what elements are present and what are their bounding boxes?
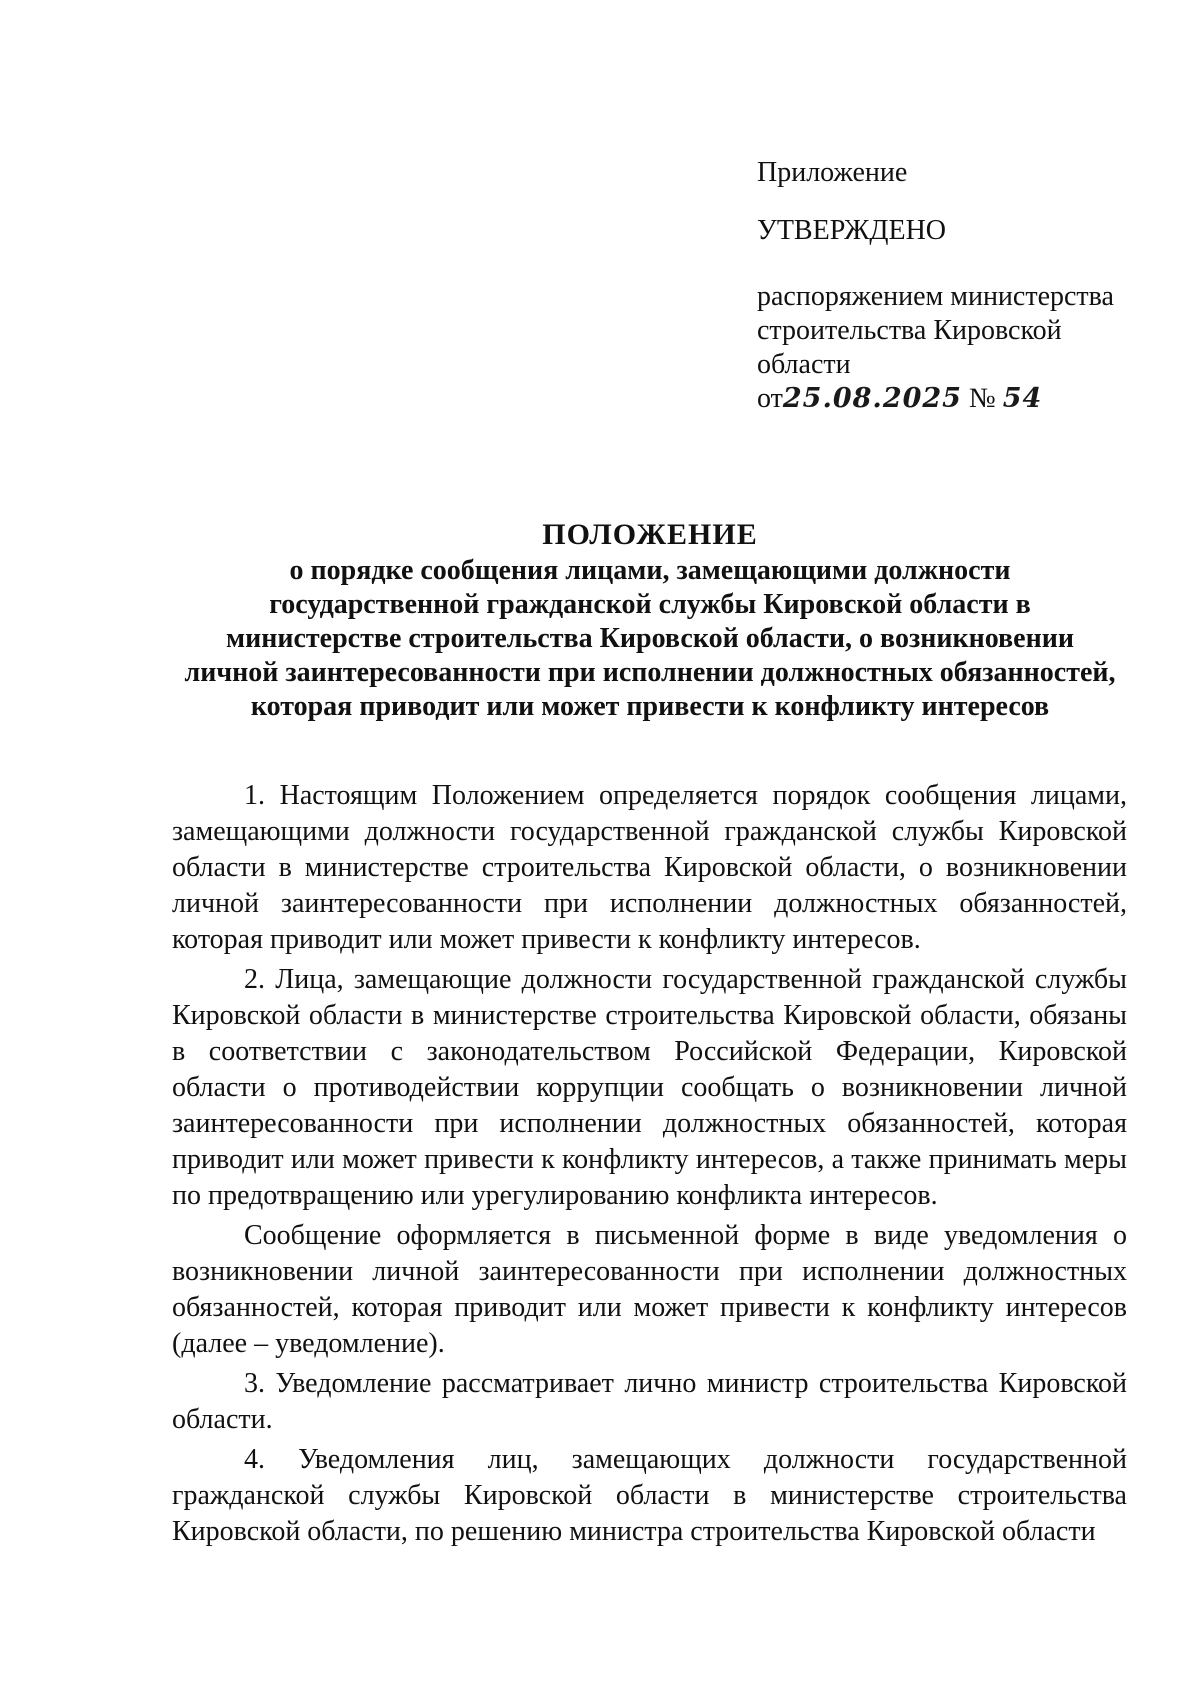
approved-stamp-label: УТВЕРЖДЕНО: [757, 215, 947, 246]
approval-order-line-1: распоряжением министерства: [757, 281, 1114, 312]
document-subtitle-line-1: о порядке сообщения лицами, замещающими должности: [289, 555, 1011, 586]
paragraph-3: 3. Уведомление рассматривает лично министр строительства Кировской области.: [172, 1368, 1127, 1435]
paragraph-2: 2. Лица, замещающие должности государственной гражданской службы Кировской области в министерстве строительства Кировской области, обязаны в соответствии с законодательством Российской Федерации, Кировской области о противодействии коррупции сообщать о возникновении личной заинтересованности при исполнении должностных обязанностей, которая приводит или может привести к конфликту интересов, а также принимать меры по предотвращению или урегулированию конфликта интересов.: [172, 964, 1127, 1211]
document-subtitle-line-5: которая приводит или может привести к конфликту интересов: [250, 691, 1050, 722]
document-subtitle-line-4: личной заинтересованности при исполнении должностных обязанностей,: [184, 657, 1116, 688]
approval-date-line: [757, 382, 1157, 416]
date-prefix: от: [757, 383, 783, 414]
handwritten-date: 25.08.2025: [782, 383, 962, 414]
document-body: [172, 778, 1127, 1554]
paragraph-1: 1. Настоящим Положением определяется порядок сообщения лицами, замещающими должности государственной гражданской службы Кировской области в министерстве строительства Кировской области, о возникновении личной заинтересованности при исполнении должностных обязанностей, которая приводит или может привести к конфликту интересов.: [172, 780, 1127, 955]
approval-block: [757, 156, 1157, 416]
document-subtitle-line-3: министерстве строительства Кировской области, о возникновении: [226, 623, 1074, 654]
paragraph-4: 4. Уведомления лиц, замещающих должности государственной гражданской службы Кировской области в министерстве строительства Кировской области, по решению министра строительства Кировской области: [172, 1444, 1127, 1547]
paragraph-2-continuation: Сообщение оформляется в письменной форме в виде уведомления о возникновении личной заинтересованности при исполнении должностных обязанностей, которая приводит или может привести к конфликту интересов (далее – уведомление).: [172, 1220, 1127, 1359]
appendix-label: Приложение: [757, 157, 908, 188]
number-sign: №: [968, 383, 996, 414]
document-title: ПОЛОЖЕНИЕ: [542, 518, 758, 551]
handwritten-number: 54: [1002, 383, 1043, 414]
approval-order-line-3: области: [757, 349, 851, 380]
document-title-block: [150, 516, 1150, 724]
document-subtitle-line-2: государственной гражданской службы Кировской области в: [269, 589, 1031, 620]
approval-order-line-2: строительства Кировской: [757, 315, 1062, 346]
